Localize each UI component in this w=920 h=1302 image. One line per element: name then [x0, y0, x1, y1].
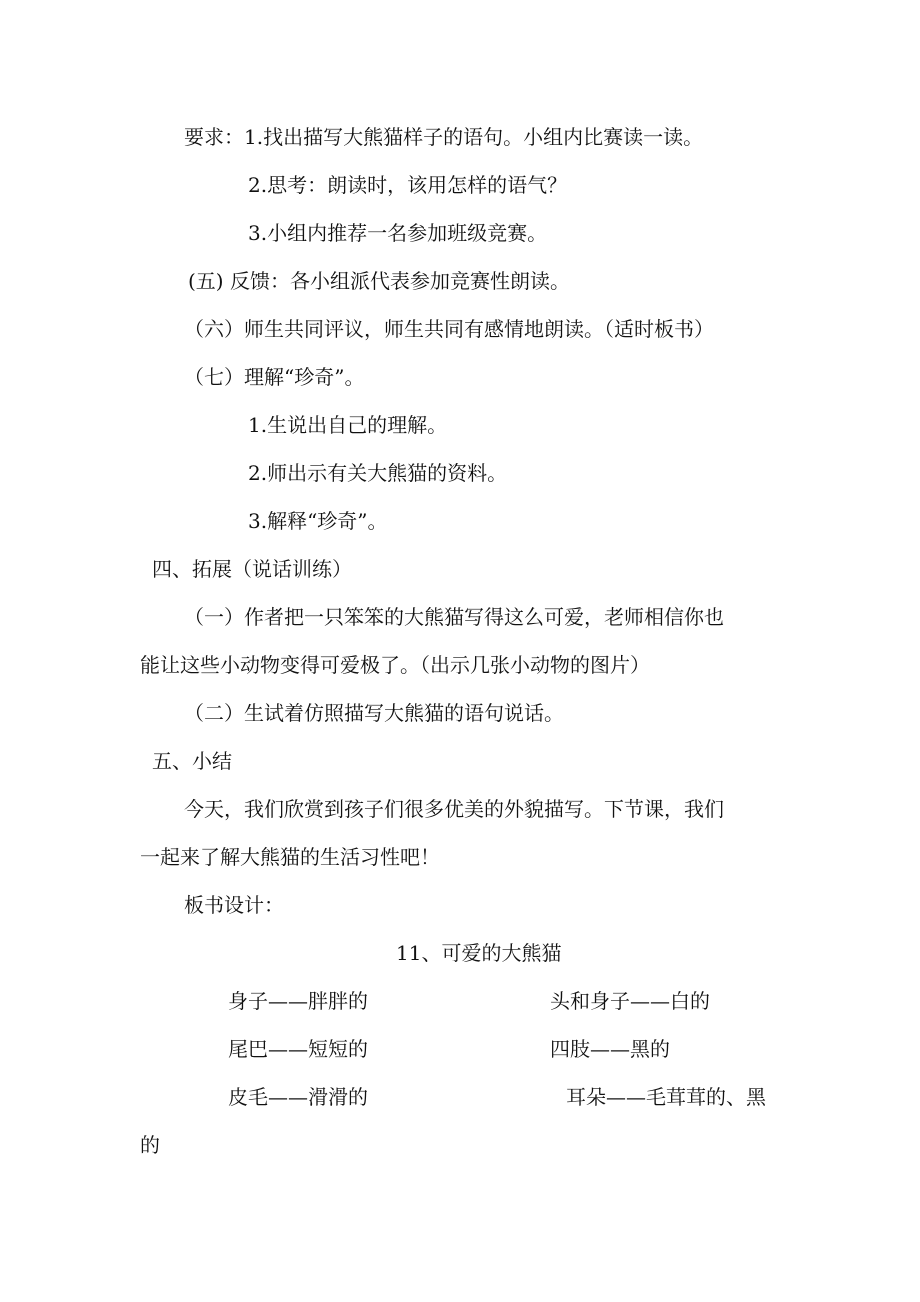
board-right-item: 头和身子——白的	[550, 989, 710, 1013]
step-5-feedback: (五) 反馈：各小组派代表参加竞赛性朗读。	[188, 269, 570, 293]
section-4-heading: 四、拓展（说话训练）	[152, 557, 352, 581]
step-6-review: （六）师生共同评议，师生共同有感情地朗读。（适时板书）	[184, 317, 714, 341]
section-4-paragraph-1: （一）作者把一只笨笨的大熊猫写得这么可爱，老师相信你也	[184, 605, 724, 629]
section-5-paragraph: 今天，我们欣赏到孩子们很多优美的外貌描写。下节课，我们	[184, 797, 724, 821]
requirement-2: 2.思考：朗读时，该用怎样的语气？	[248, 173, 568, 197]
requirement-3: 3.小组内推荐一名参加班级竞赛。	[248, 221, 548, 245]
board-right-item-wrap: 的	[140, 1133, 160, 1157]
requirement-1: 要求：1.找出描写大熊猫样子的语句。小组内比赛读一读。	[184, 125, 704, 149]
step-7-item: 2.师出示有关大熊猫的资料。	[248, 461, 508, 485]
step-7-item: 3.解释“珍奇”。	[248, 509, 388, 533]
section-4-paragraph-1-cont: 能让这些小动物变得可爱极了。（出示几张小动物的图片）	[140, 653, 650, 677]
section-5-heading: 五、小结	[152, 749, 232, 773]
section-5-paragraph-cont: 一起来了解大熊猫的生活习性吧！	[140, 845, 440, 869]
board-right-item: 耳朵——毛茸茸的、黑	[566, 1085, 766, 1109]
board-title: 11、可爱的大熊猫	[396, 941, 562, 965]
board-left-item: 身子——胖胖的	[228, 989, 368, 1013]
step-7-title: （七）理解“珍奇”。	[184, 365, 365, 389]
board-right-item: 四肢——黑的	[550, 1037, 670, 1061]
board-design-label: 板书设计：	[184, 893, 284, 917]
step-7-item: 1.生说出自己的理解。	[248, 413, 448, 437]
board-left-item: 皮毛——滑滑的	[228, 1085, 368, 1109]
board-left-item: 尾巴——短短的	[228, 1037, 368, 1061]
section-4-paragraph-2: （二）生试着仿照描写大熊猫的语句说话。	[184, 701, 564, 725]
